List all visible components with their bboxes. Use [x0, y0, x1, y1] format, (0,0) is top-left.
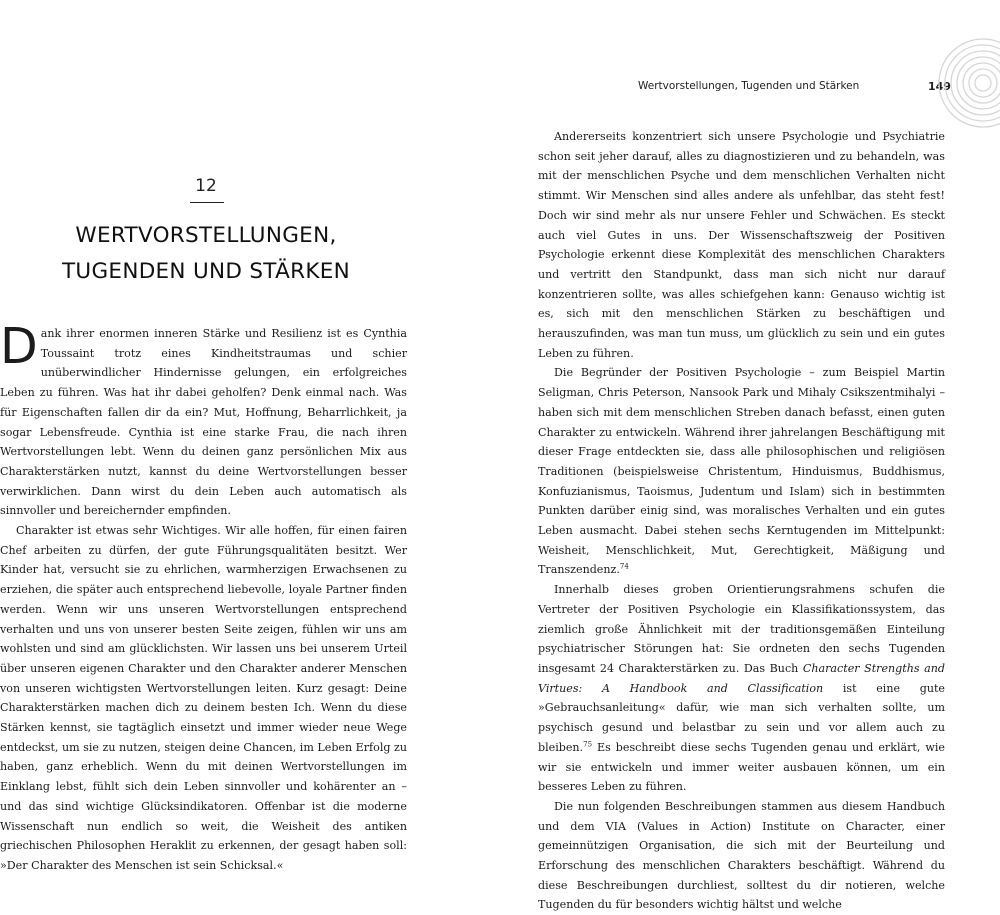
decorative-spiral-icon: [935, 38, 1000, 128]
book-title: Character Strengths and Virtues: A Handbook and Classification: [538, 661, 945, 695]
paragraph-2: Charakter ist etwas sehr Wichtiges. Wir alle hoffen, für einen fairen Chef arbeiten zu dürfen, der gute Führungsqualitäten besitzt. Wer Kinder hat, versucht sie zu ehrlichen, warmherzigen Erwachsenen zu erziehen, die später auch entsprechend liebevolle, loyale Partner finden werden. Wenn wir uns unseren Wertvorstellungen entsprechend verhalten und uns von unserer besten Seite zeigen, fühlen wir uns am wohlsten und sind am glücklichsten. Wir lassen uns bei unserem Urteil über unseren eigenen Charakter und den Charakter anderer Menschen von unseren wichtigsten Wertvorstellungen leiten. Kurz gesagt: Deine Charakterstärken machen dich zu deinem besten Ich. Wenn du diese Stärken kennst, sie tagtäglich einsetzt und immer wieder neue Wege entdeckst, um sie zu nutzen, steigen deine Chancen, im Leben Erfolg zu haben, ganz erheblich. Wenn du mit deinen Wertvorstellungen im Einklang lebst, fühlt sich dein Leben sinnvoller und kohärenter an – und das sind wichtige Glücksindikatoren. Offenbar ist die moderne Wissenschaft nun endlich so weit, die Weisheit des antiken griechischen Philosophen Heraklit zu erkennen, der gesagt haben soll: »Der Charakter des Menschen ist sein Schicksal.«: [0, 524, 408, 872]
chapter-number: 12: [195, 176, 217, 196]
paragraph-5-text-a: Innerhalb dieses groben Orientierungsrahmens schufen die Vertreter der Positiven Psychologie ein Klassifikationssystem, das ziemlich große Ähnlichkeit mit der traditionsgemäßen Einteilung psychiatrischer Störungen hat: Sie ordneten den sechs Tugenden insgesamt 24 Charakterstärken zu. Das Buch: [538, 583, 945, 675]
paragraph-4: [538, 363, 945, 580]
paragraph-1-text: ank ihrer enormen inneren Stärke und Resilienz ist es Cynthia Toussaint trotz eines Kindheitstraumas und schier unüberwindlicher Hindernisse gelungen, ein erfolgreiches Leben zu führen. Was hat ihr dabei geholfen? Denk einmal nach. Was für Eigenschaften fallen dir da ein? Mut, Hoffnung, Beharrlichkeit, ja sogar Lebensfreude. Cynthia ist eine starke Frau, die nach ihren Wertvorstellungen lebt. Wenn du deinen ganz persönlichen Mix aus Charakterstärken nutzt, kannst du deine Wertvorstellungen besser verwirklichen. Dann wirst du dein Leben auch automatisch als sinnvoller und bereichernder empfinden.: [0, 327, 407, 518]
running-head: Wertvorstellungen, Tugenden und Stärken: [638, 80, 860, 92]
right-page: [500, 0, 1000, 912]
right-body-text: [538, 127, 945, 915]
chapter-title: [0, 218, 412, 290]
footnote-ref-75: 75: [583, 740, 593, 749]
paragraph-3: Andererseits konzentriert sich unsere Psychologie und Psychiatrie schon seit jeher darauf, alles zu diagnostizieren und zu behandeln, was mit der menschlichen Psyche und dem menschlichen Verhalten nicht stimmt. Wir Menschen sind alles andere als unfehlbar, das steht fest! Doch wir sind mehr als nur unsere Fehler und Schwächen. Es steckt auch viel Gutes in uns. Der Wissenschaftszweig der Positiven Psychologie erkennt diese Komplexität des menschlichen Charakters und vertritt den Standpunkt, dass man sich nicht nur darauf konzentrieren sollte, was alles schiefgehen kann: Genauso wichtig ist es, sich mit den menschlichen Stärken zu beschäftigen und herauszufinden, was man tun muss, um glücklich zu sein und ein gutes Leben zu führen.: [538, 130, 945, 360]
paragraph-6: Die nun folgenden Beschreibungen stammen aus diesem Handbuch und dem VIA (Values in Action) Institute on Character, einer gemeinnützigen Organisation, die sich mit der Beurteilung und Erforschung des menschlichen Charakters beschäftigt. Während du diese Beschreibungen durchliest, solltest du dir notieren, welche Tugenden du für besonders wichtig hältst und welche: [538, 799, 945, 912]
paragraph-4-text: Die Begründer der Positiven Psychologie – zum Beispiel Martin Seligman, Chris Peterson, Nansook Park und Mihaly Csikszentmihalyi – haben sich mit dem menschlichen Streben danach befasst, einen guten Charakter zu entwickeln. Während ihrer jahrelangen Beschäftigung mit dieser Frage entdeckten sie, dass alle philosophischen und religiösen Traditionen (beispielsweise Christentum, Hinduismus, Buddhismus, Konfuzianismus, Taoismus, Judentum und Islam) sich in bestimmten Punkten darüber einig sind, was moralisches Verhalten und ein gutes Leben ausmacht. Dabei stehen sechs Kerntugenden im Mittelpunkt: Weisheit, Menschlichkeit, Mut, Gerechtigkeit, Mäßigung und Transzendenz.: [538, 366, 945, 577]
footnote-ref-74: 74: [619, 562, 629, 571]
chapter-divider: [190, 202, 224, 203]
chapter-title-line-1: WERTVORSTELLUNGEN,: [75, 223, 337, 248]
drop-cap: D: [0, 318, 38, 375]
paragraph-5-text-c: Es beschreibt diese sechs Tugenden genau und erklärt, wie wir sie entwickeln und immer weiter ausbauen können, um ein besseres Leben zu führen.: [538, 740, 945, 794]
left-body-text: [0, 318, 408, 876]
chapter-title-line-2: TUGENDEN UND STÄRKEN: [62, 259, 350, 284]
page-number: 149: [928, 80, 951, 93]
paragraph-1: [0, 318, 407, 521]
left-page: [0, 0, 500, 872]
paragraph-5: [538, 580, 945, 797]
paragraph-5-text-b: ist eine gute »Gebrauchsanleitung« dafür, wie man sich verhalten sollte, um psychisch gesund und belastbar zu sein und vor allem auch zu bleiben.: [538, 681, 945, 754]
